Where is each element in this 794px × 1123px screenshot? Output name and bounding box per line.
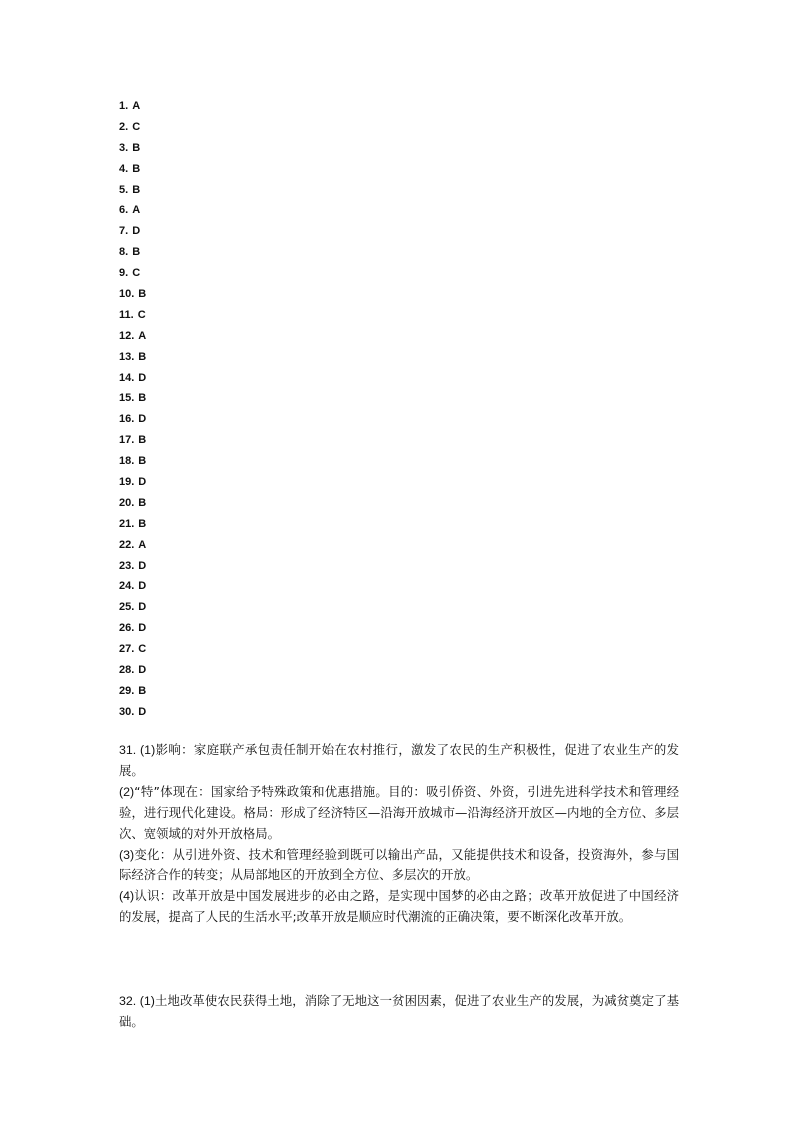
answer-item xyxy=(119,576,146,597)
answer-number: 14. xyxy=(119,371,135,384)
answer-choice: B xyxy=(138,684,147,697)
answer-number: 10. xyxy=(119,288,135,301)
answer-number: 2. xyxy=(119,120,129,133)
q31-part-2-text: “特”体现在：国家给予特殊政策和优惠措施。目的：吸引侨资、外资，引进先进科学技术和管理经验，进行现代化建设。格局：形成了经济特区—沿海开放城市—沿海经济开放区—内地的全方位、多层次、宽领域的对外开放格局。 xyxy=(119,783,679,841)
answer-choice: B xyxy=(132,162,141,175)
answer-item xyxy=(119,514,146,535)
answer-item xyxy=(119,347,146,368)
answer-item xyxy=(119,639,146,660)
answer-number: 22. xyxy=(119,538,135,551)
answer-item xyxy=(119,472,146,493)
question-32-answer xyxy=(119,991,679,1033)
answer-number: 9. xyxy=(119,267,129,280)
answer-choice: D xyxy=(138,601,147,614)
answer-item xyxy=(119,618,146,639)
answer-choice: D xyxy=(138,664,147,677)
answer-choice: A xyxy=(138,329,147,342)
q31-part-3-label: (3) xyxy=(119,847,135,862)
answer-number: 24. xyxy=(119,580,135,593)
q32-part-1-text: 土地改革使农民获得土地，消除了无地这一贫困因素，促进了农业生产的发展，为减贫奠定了基础。 xyxy=(119,993,680,1029)
answer-number: 4. xyxy=(119,162,129,175)
q31-part-1-label: 31. (1) xyxy=(119,743,156,757)
q31-part-4 xyxy=(119,886,679,928)
answer-choice: A xyxy=(132,100,141,112)
q31-part-4-text: 认识：改革开放是中国发展进步的必由之路，是实现中国梦的必由之路；改革开放促进了中国经济的发展，提高了人民的生活水平;改革开放是顺应时代潮流的正确决策，要不断深化改革开放。 xyxy=(119,888,679,925)
answer-item xyxy=(119,200,146,221)
answer-item xyxy=(119,368,146,389)
answer-number: 28. xyxy=(119,664,135,677)
answer-choice: D xyxy=(138,476,147,489)
answer-choice: B xyxy=(132,141,141,154)
answer-choice: B xyxy=(138,517,147,530)
answer-number: 19. xyxy=(119,476,135,489)
answer-item xyxy=(119,430,146,451)
q32-part-1-label: 32. (1) xyxy=(119,994,155,1008)
q31-part-2 xyxy=(119,782,679,845)
answer-number: 6. xyxy=(119,204,129,217)
answer-item xyxy=(119,681,146,702)
answer-item xyxy=(119,221,146,242)
answer-item xyxy=(119,284,146,305)
answer-choice: B xyxy=(132,246,141,259)
answer-choice: D xyxy=(138,371,147,384)
answer-choice: C xyxy=(132,267,141,280)
answer-choice: D xyxy=(138,413,147,426)
answer-choice: B xyxy=(138,392,147,405)
answer-item xyxy=(119,660,146,681)
answer-number: 13. xyxy=(119,350,135,363)
answer-number: 3. xyxy=(119,141,129,154)
answer-number: 8. xyxy=(119,246,129,259)
answer-number: 5. xyxy=(119,183,129,196)
q31-part-2-label: (2) xyxy=(119,784,135,799)
answer-item xyxy=(119,493,146,514)
answer-choice: B xyxy=(138,434,147,447)
answer-number: 23. xyxy=(119,559,135,572)
answer-choice: C xyxy=(137,308,146,321)
answer-number: 25. xyxy=(119,601,135,614)
answer-item xyxy=(119,702,146,723)
answer-number: 7. xyxy=(119,225,129,238)
answer-choice: C xyxy=(132,120,141,133)
answer-number: 21. xyxy=(119,517,135,530)
answer-item xyxy=(119,138,146,159)
answer-number: 30. xyxy=(119,705,135,718)
answer-item xyxy=(119,597,146,618)
q31-part-1 xyxy=(119,740,679,782)
answer-number: 1. xyxy=(119,100,129,112)
answer-item xyxy=(119,180,146,201)
answer-choice: D xyxy=(138,580,147,593)
answer-choice: B xyxy=(138,350,147,363)
answer-item xyxy=(119,451,146,472)
q31-part-1-text: 影响：家庭联产承包责任制开始在农村推行，激发了农民的生产积极性，促进了农业生产的发展。 xyxy=(119,742,680,778)
answer-item xyxy=(119,242,146,263)
answer-choice: D xyxy=(132,225,141,238)
answer-item xyxy=(119,556,146,577)
answer-choice: C xyxy=(138,643,147,656)
question-31-answer xyxy=(119,740,679,928)
answer-number: 11. xyxy=(119,308,134,321)
answer-choice: B xyxy=(138,455,147,468)
answer-list xyxy=(119,96,146,723)
answer-number: 18. xyxy=(119,455,135,468)
answer-item xyxy=(119,263,146,284)
q31-part-3-text: 变化：从引进外资、技术和管理经验到既可以输出产品，又能提供技术和设备，投资海外，参与国际经济合作的转变；从局部地区的开放到全方位、多层次的开放。 xyxy=(119,846,679,883)
answer-number: 15. xyxy=(119,392,135,405)
answer-choice: B xyxy=(138,496,147,509)
answer-number: 29. xyxy=(119,684,135,697)
answer-item xyxy=(119,305,146,326)
answer-choice: B xyxy=(138,288,147,301)
answer-choice: D xyxy=(138,622,147,635)
answer-number: 12. xyxy=(119,329,135,342)
answer-choice: D xyxy=(138,705,147,718)
q31-part-3 xyxy=(119,845,679,887)
answer-choice: D xyxy=(138,559,147,572)
answer-choice: A xyxy=(138,538,147,551)
answer-item xyxy=(119,326,146,347)
answer-item xyxy=(119,117,146,138)
answer-choice: B xyxy=(132,183,141,196)
answer-number: 17. xyxy=(119,434,135,447)
answer-number: 16. xyxy=(119,413,135,426)
answer-item xyxy=(119,159,146,180)
answer-item xyxy=(119,388,146,409)
q32-part-1 xyxy=(119,991,679,1033)
answer-item xyxy=(119,96,146,117)
answer-number: 26. xyxy=(119,622,135,635)
answer-choice: A xyxy=(132,204,141,217)
answer-item xyxy=(119,535,146,556)
answer-number: 27. xyxy=(119,643,135,656)
answer-item xyxy=(119,409,146,430)
answer-number: 20. xyxy=(119,496,135,509)
q31-part-4-label: (4) xyxy=(119,889,135,904)
